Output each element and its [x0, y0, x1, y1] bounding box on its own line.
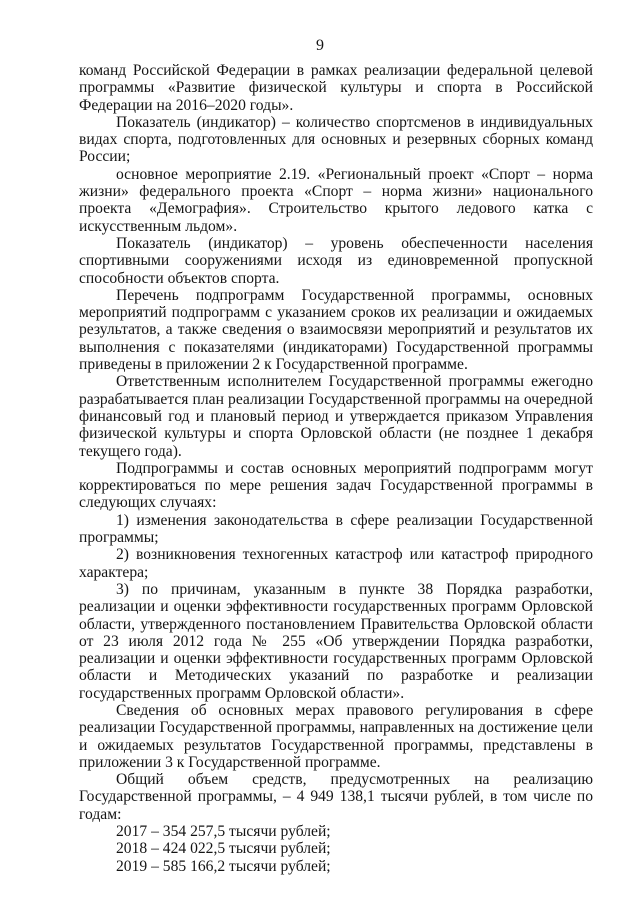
paragraph: Сведения об основных мерах правового регулирования в сфере реализации Государственной программы, направленных на достижение цели и ожидаемых результатов Государственной программы, представлены в приложении 3 к Государственной программе. — [79, 701, 593, 771]
paragraph: Перечень подпрограмм Государственной программы, основных мероприятий подпрограмм с указанием сроков их реализации и ожидаемых результатов, а также сведения о взаимосвязи мероприятий и результатов их выполнения с показателями (индикаторами) Государственной программы приведены в приложении 2 к Государственной программе. — [79, 286, 593, 374]
paragraph: Показатель (индикатор) – количество спортсменов в индивидуальных видах спорта, подготовленных для основных и резервных сборных команд России; — [79, 113, 593, 166]
list-item: 1) изменения законодательства в сфере реализации Государственной программы; — [79, 511, 593, 547]
body-text — [79, 62, 593, 875]
paragraph: Общий объем средств, предусмотренных на реализацию Государственной программы, – 4 949 138,1 тысячи рублей, в том числе по годам: — [79, 771, 593, 823]
funding-year-line: 2017 – 354 257,5 тысячи рублей; — [116, 823, 331, 841]
paragraph: Показатель (индикатор) – уровень обеспеченности населения спортивными сооружениями исходя из единовременной пропускной способности объектов спорта. — [79, 234, 593, 287]
list-item: 3) по причинам, указанным в пункте 38 Порядка разработки, реализации и оценки эффективности государственных программ Орловской области, утвержденного постановлением Правительства Орловской области от 23 июля 2012 года № 255 «Об утверждении Порядка разработки, реализации и оценки эффективности государственных программ Орловской области и Методических указаний по разработке и реализации государственных программ Орловской области». — [79, 580, 593, 702]
paragraph: команд Российской Федерации в рамках реализации федеральной целевой программы «Развитие физической культуры и спорта в Российской Федерации на 2016–2020 годы». — [79, 62, 593, 114]
paragraph: Подпрограммы и состав основных мероприятий подпрограмм могут корректироваться по мере решения задач Государственной программы в следующих случаях: — [79, 459, 593, 512]
list-item: 2) возникновения техногенных катастроф или катастроф природного характера; — [79, 546, 593, 581]
paragraph: основное мероприятие 2.19. «Региональный проект «Спорт – норма жизни» федерального проекта «Спорт – норма жизни» национального проекта «Демография». Строительство крытого ледового катка с искусственным льдом». — [79, 165, 593, 235]
paragraph: Ответственным исполнителем Государственной программы ежегодно разрабатывается план реализации Государственной программы на очередной финансовый год и плановый период и утверждается приказом Управления физической культуры и спорта Орловской области (не позднее 1 декабря текущего года). — [79, 373, 593, 460]
page-number: 9 — [316, 37, 324, 54]
funding-year-line: 2019 – 585 166,2 тысячи рублей; — [116, 857, 331, 875]
funding-year-line: 2018 – 424 022,5 тысячи рублей; — [116, 840, 331, 858]
